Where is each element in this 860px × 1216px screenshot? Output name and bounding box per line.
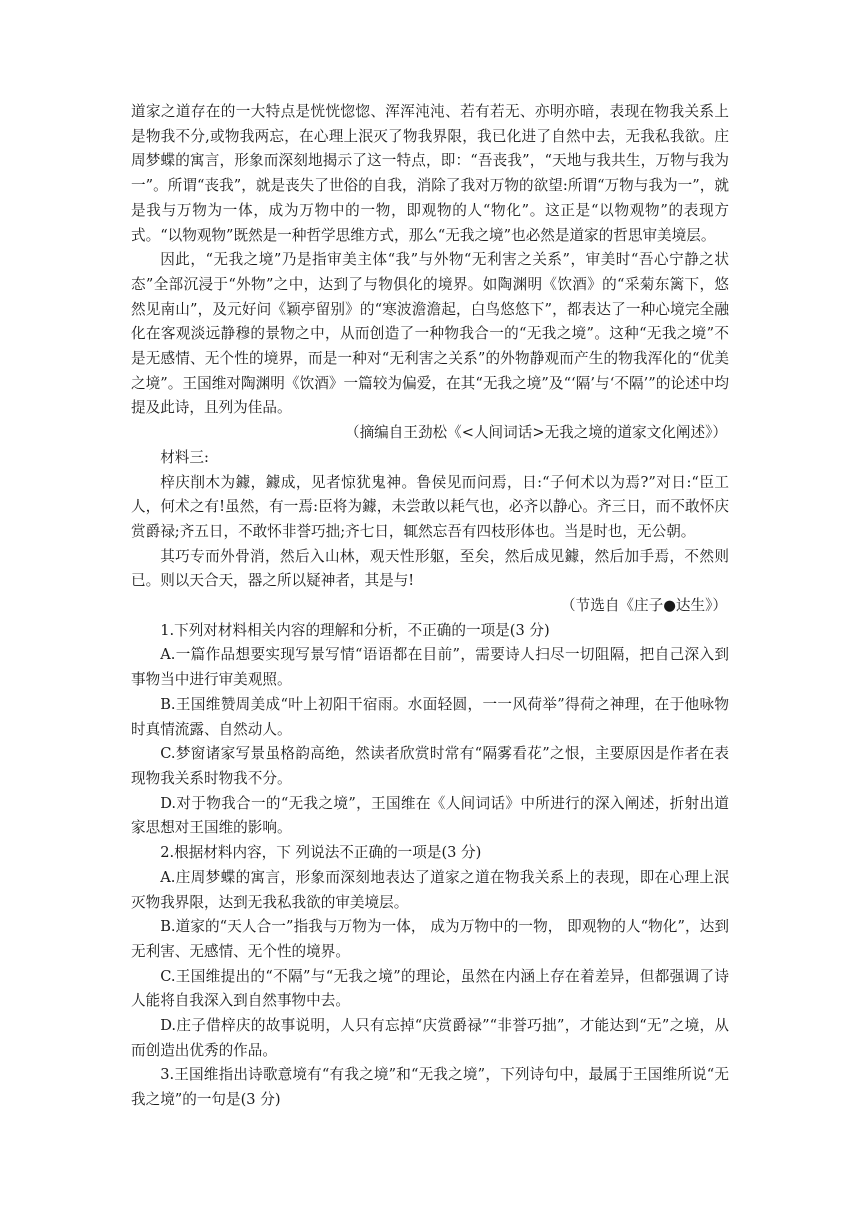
question-2-option-b: B.道家的“天人合一”指我与万物为一体， 成为万物中的一物， 即观物的人“物化”，达到无利害、无感情、无个性的境界。 (131, 918, 729, 960)
material2-paragraph-2: 因此，“无我之境”乃是指审美主体“我”与外物“无利害之关系”，审美时“吾心宁静之状态”全部沉浸于“外物”之中，达到了与物俱化的境界。如陶渊明《饮酒》的“采菊东篱下，悠然见南山”，及元好问《颖亭留别》的“寒波澹澹起，白鸟悠悠下”，都表达了一种心境完全融化在客观淡远静穆的景物之中，从而创造了一种物我合一的“无我之境”。这种“无我之境”不是无感情、无个性的境界，而是一种对“无利害之关系”的外物静观而产生的物我浑化的“优美之境”。王国维对陶渊明《饮酒》一篇较为偏爱，在其“无我之境”及“‘隔’与‘不隔’”的论述中均提及此诗，且列为佳品。 (131, 251, 729, 417)
material2-source: （摘编自王劲松《<人间词话>无我之境的道家文化阐述》） (344, 424, 727, 442)
question-2-stem: 2.根据材料内容，下 列说法不正确的一项是(3 分) (160, 844, 482, 862)
material3-heading: 材料三: (160, 448, 209, 466)
question-1-option-b: B.王国维赞周美成“叶上初阳干宿雨。水面轻圆，一一风荷举”得荷之神理，在于他咏物时真情流露、自然动人。 (131, 695, 729, 738)
document-page (131, 100, 729, 1113)
question-1-option-a: A.一篇作品想要实现写景写情“语语都在目前”，需要诗人扫尽一切阻隔，把自己深入到事物当中进行审美观照。 (131, 646, 729, 689)
question-1-option-d: D.对于物我合一的“无我之境”，王国维在《人间词话》中所进行的深入阐述，折射出道家思想对王国维的影响。 (131, 794, 729, 837)
question-2-option-c: C.王国维提出的“不隔”与“无我之境”的理论，虽然在内涵上存在着差异，但都强调了诗人能将自我深入到自然事物中去。 (131, 967, 729, 1010)
question-1-stem: 1.下列对材料相关内容的理解和分析，不正确的一项是(3 分) (160, 621, 550, 639)
material2-paragraph-1: 道家之道存在的一大特点是恍恍惚惚、浑浑沌沌、若有若无、亦明亦暗，表现在物我关系上是物我不分,或物我两忘，在心理上泯灭了物我界限，我已化进了自然中去，无我私我欲。庄周梦蝶的寓言，形象而深刻地揭示了这一特点，即：“吾丧我”，“天地与我共生，万物与我为一”。所谓“丧我”，就是丧失了世俗的自我，消除了我对万物的欲望:所谓“万物与我为一”，就是我与万物为一体，成为万物中的一物，即观物的人“物化”。这正是“以物观物”的表现方式。“以物观物”既然是一种哲学思维方式，那么“无我之境”也必然是道家的哲思审美境层。 (131, 103, 729, 244)
question-1-option-c: C.梦窗诸家写景虽格韵高绝，然读者欣赏时常有“隔雾看花”之恨，主要原因是作者在表现物我关系时物我不分。 (131, 745, 729, 787)
material3-paragraph-1: 梓庆削木为鐻，鐻成，见者惊犹鬼神。鲁侯见而问焉，日:“子何术以为焉?”对日:“臣工人，何术之有!虽然，有一焉:臣将为鐻，未尝敢以耗气也，必齐以静心。齐三日，而不敢怀庆赏爵禄;齐五日，不敢怀非誉巧拙;齐七日，辄然忘吾有四枝形体也。当是时也，无公朝。 (131, 473, 729, 540)
material3-source: （节选自《庄子●达生》） (561, 597, 727, 615)
question-2-option-a: A.庄周梦蝶的寓言，形象而深刻地表达了道家之道在物我关系上的表现，即在心理上泯灭物我界限，达到无我私我欲的审美境层。 (131, 868, 729, 911)
question-2-option-d: D.庄子借梓庆的故事说明，人只有忘掉“庆赏爵禄”“非誉巧拙”，才能达到“无”之境，从而创造出优秀的作品。 (131, 1017, 729, 1059)
question-3-stem: 3.王国维指出诗歌意境有“有我之境”和“无我之境”，下列诗句中，最属于王国维所说“无我之境”的一句是(3 分) (131, 1066, 729, 1109)
material3-paragraph-2: 其巧专而外骨消，然后入山林，观天性形躯，至矣，然后成见鐻，然后加手焉，不然则已。则以天合天，器之所以疑神者，其是与! (131, 547, 729, 590)
